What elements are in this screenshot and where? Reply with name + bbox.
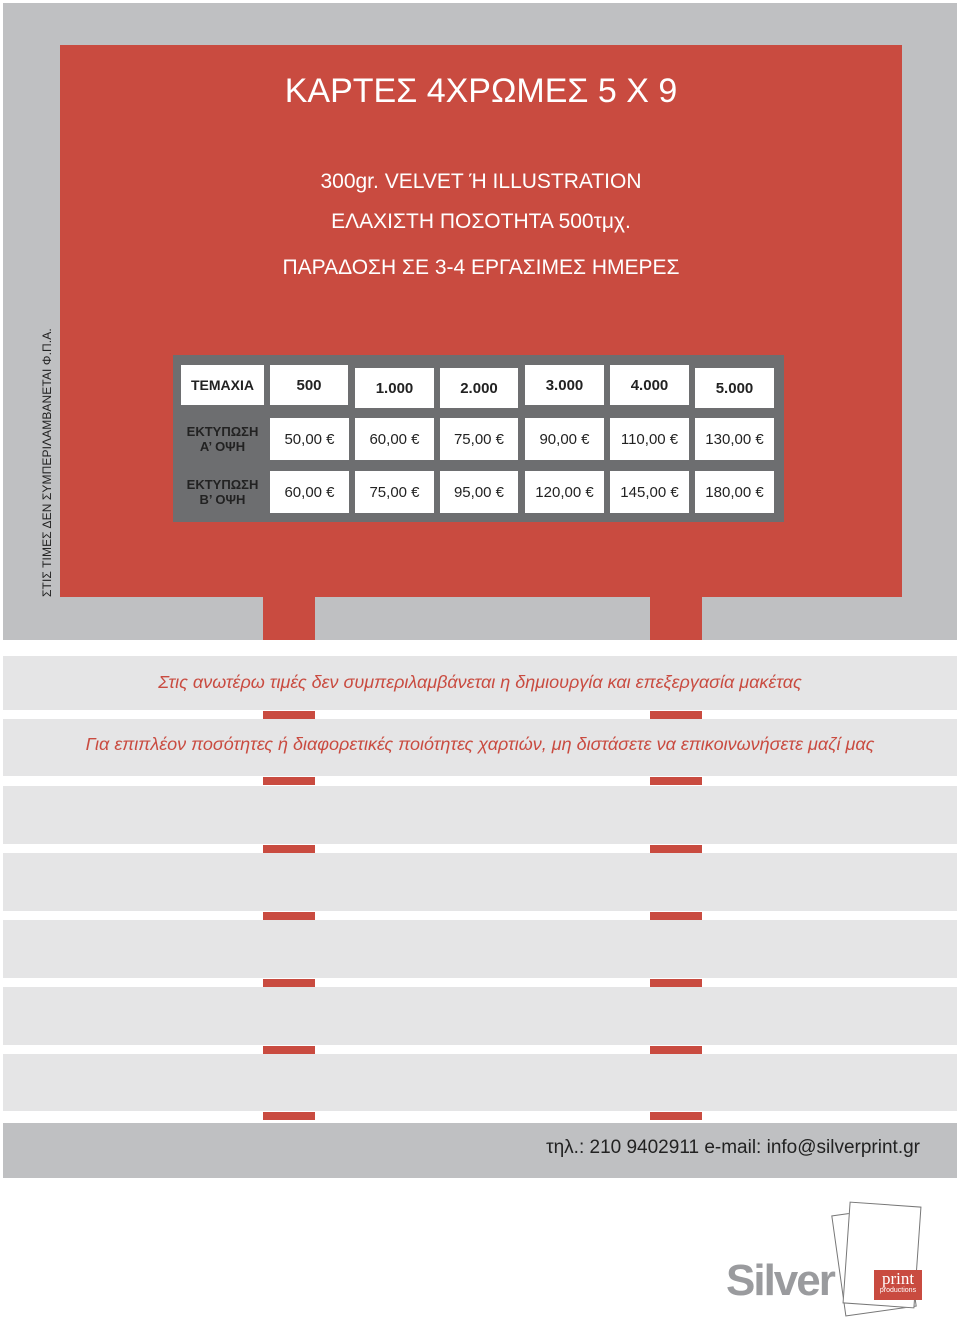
qty-cell: 4.000 [610,365,689,405]
empty-band [3,920,957,978]
separator-mark [263,912,315,920]
qty-label: ΤΕΜΑΧΙΑ [181,365,264,405]
separator-mark [263,979,315,987]
logo-tag: productions [879,1287,917,1294]
qty-cell: 3.000 [525,365,604,405]
separator-mark [650,777,702,785]
row-label-line: ΕΚΤΥΠΩΣΗ [186,477,259,492]
price-cell: 60,00 € [355,418,434,460]
vat-note: ΣΤΙΣ ΤΙΜΕΣ ΔΕΝ ΣΥΜΠΕΡΙΛΑΜΒΑΝΕΤΑΙ Φ.Π.Α. [40,328,54,597]
qty-cell: 1.000 [355,368,434,408]
separator-mark [650,1112,702,1120]
empty-band [3,1054,957,1111]
separator-mark [650,711,702,719]
qty-cell: 500 [270,365,348,405]
panel-leg-right [650,597,702,640]
note-contact-us: Για επιπλέον ποσότητες ή διαφορετικές ποιότητες χαρτιών, μη διστάσετε να επικοινωνήσετε μαζί μας [85,734,875,754]
note-design-excluded: Στις ανωτέρω τιμές δεν συμπεριλαμβάνεται η δημιουργία και επεξεργασία μακέτας [158,672,802,692]
empty-band [3,853,957,911]
logo-word: Silver [726,1256,834,1305]
qty-cell: 5.000 [695,368,774,408]
separator-mark [263,845,315,853]
price-cell: 90,00 € [525,418,604,460]
separator-mark [650,1046,702,1054]
separator-mark [263,1112,315,1120]
price-cell: 145,00 € [610,471,689,513]
price-cell: 75,00 € [440,418,518,460]
empty-band [3,987,957,1045]
price-cell: 130,00 € [695,418,774,460]
row-label-side-a [181,418,264,460]
min-quantity: ΕΛΑΧΙΣΤΗ ΠΟΣΟΤΗΤΑ 500τμχ. [331,210,631,233]
price-cell: 110,00 € [610,418,689,460]
price-cell: 95,00 € [440,471,518,513]
separator-mark [650,979,702,987]
contact-info: τηλ.: 210 9402911 e-mail: info@silverprint.gr [546,1137,920,1158]
separator-mark [650,912,702,920]
row-label-line: Β’ ΟΨΗ [199,492,246,507]
delivery-time: ΠΑΡΑΔΟΣΗ ΣΕ 3-4 ΕΡΓΑΣΙΜΕΣ ΗΜΕΡΕΣ [282,256,680,279]
price-cell: 180,00 € [695,471,774,513]
separator-mark [263,777,315,785]
price-cell: 120,00 € [525,471,604,513]
price-cell: 50,00 € [270,418,349,460]
silverprint-logo [720,1190,950,1320]
logo-print: print [881,1269,915,1288]
paper-spec: 300gr. VELVET Ή ILLUSTRATION [320,170,642,193]
row-label-side-b [181,471,264,513]
row-label-line: Α’ ΟΨΗ [199,439,246,454]
row-label-line: ΕΚΤΥΠΩΣΗ [186,424,259,439]
price-cell: 60,00 € [270,471,349,513]
separator-mark [263,1046,315,1054]
price-cell: 75,00 € [355,471,434,513]
qty-cell: 2.000 [440,368,518,408]
logo-print-box [874,1270,922,1300]
separator-mark [650,845,702,853]
empty-band [3,786,957,844]
separator-mark [263,711,315,719]
page-title: ΚΑΡΤΕΣ 4ΧΡΩΜΕΣ 5 Χ 9 [284,72,678,110]
panel-leg-left [263,597,315,640]
